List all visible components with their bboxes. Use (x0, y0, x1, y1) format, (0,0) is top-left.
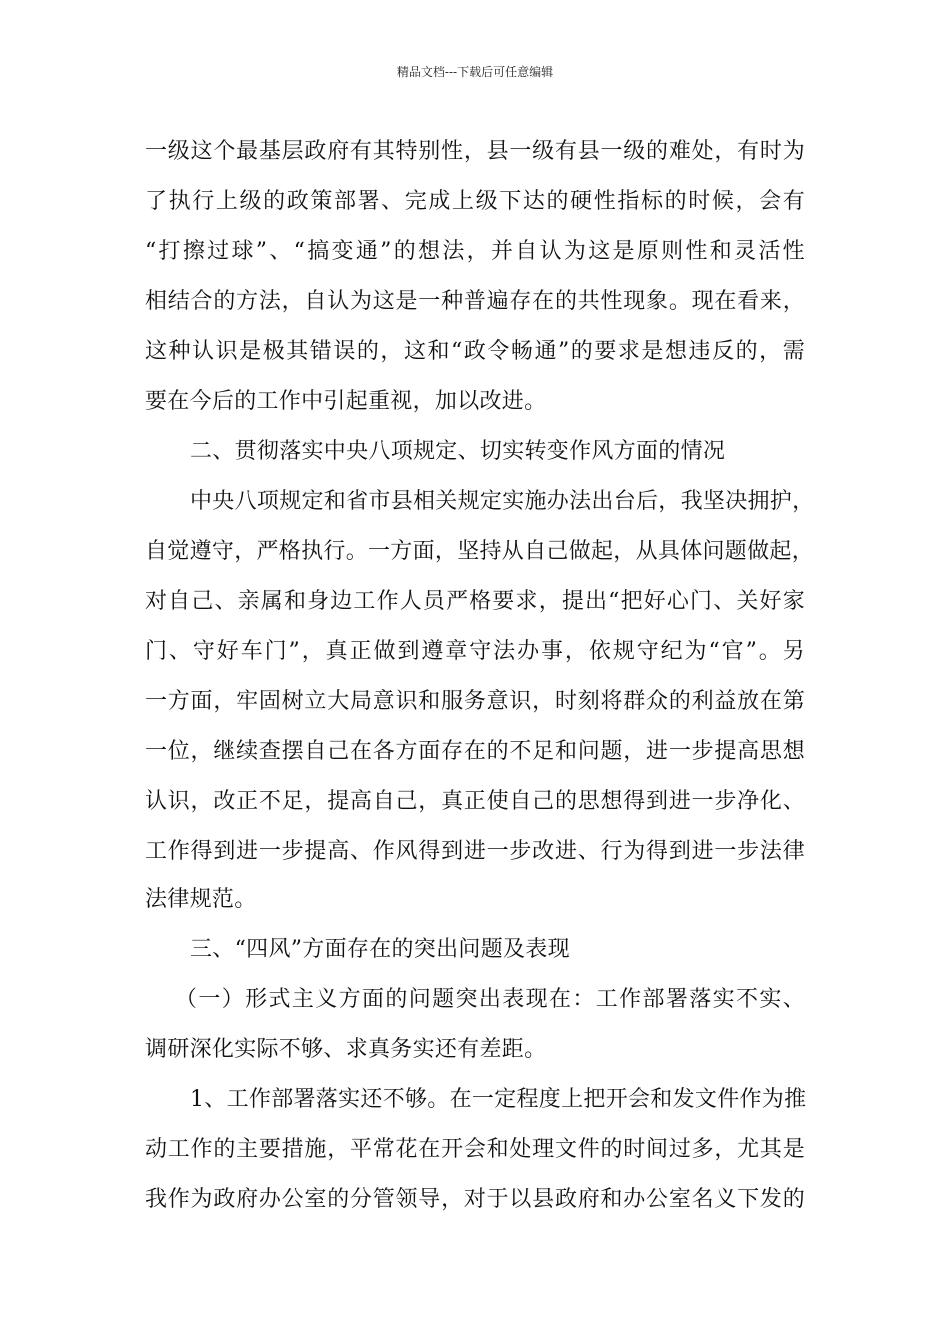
body-line: 工作得到进一步提高、作风得到进一步改进、行为得到进一步法律 (145, 839, 805, 864)
body-line: 中央八项规定和省市县相关规定实施办法出台后，我坚决拥护， (190, 489, 815, 514)
section-heading: 三、“四风”方面存在的突出问题及表现 (190, 937, 570, 962)
body-line: 1、工作部署落实还不够。在一定程度上把开会和发文件作为推 (190, 1087, 807, 1112)
body-line: 要在今后的工作中引起重视，加以改进。 (145, 389, 547, 414)
body-line: 了执行上级的政策部署、完成上级下达的硬性指标的时候，会有 (145, 189, 805, 214)
body-line: 对自己、亲属和身边工作人员严格要求，提出“把好心门、关好家 (145, 589, 805, 614)
page-header: 精品文档---下载后可任意编辑 (396, 65, 554, 79)
body-line: 一方面，牢固树立大局意识和服务意识，时刻将群众的利益放在第 (145, 689, 805, 714)
body-line: 法律规范。 (145, 887, 257, 912)
body-line: 我作为政府办公室的分管领导，对于以县政府和办公室名义下发的 (145, 1187, 805, 1212)
body-line: “打擦过球”、“搞变通”的想法，并自认为这是原则性和灵活性 (145, 239, 805, 264)
body-line: 调研深化实际不够、求真务实还有差距。 (145, 1037, 547, 1062)
subsection-heading: （一）形式主义方面的问题突出表现在：工作部署落实不实、 (175, 987, 805, 1012)
body-line: 动工作的主要措施，平常花在开会和处理文件的时间过多，尤其是 (145, 1137, 805, 1162)
section-heading: 二、贯彻落实中央八项规定、切实转变作风方面的情况 (190, 439, 726, 464)
body-line: 门、守好车门”，真正做到遵章守法办事，依规守纪为“官”。另 (145, 639, 805, 664)
body-line: 一级这个最基层政府有其特别性，县一级有县一级的难处，有时为 (145, 139, 805, 164)
body-line: 认识，改正不足，提高自己，真正使自己的思想得到进一步净化、 (145, 789, 805, 814)
body-line: 相结合的方法，自认为这是一种普遍存在的共性现象。现在看来， (145, 289, 805, 314)
body-line: 一位，继续查摆自己在各方面存在的不足和问题，进一步提高思想 (145, 739, 805, 764)
body-line: 这种认识是极其错误的，这和“政令畅通”的要求是想违反的，需 (145, 339, 805, 364)
body-line: 自觉遵守，严格执行。一方面，坚持从自己做起，从具体问题做起， (145, 539, 815, 564)
